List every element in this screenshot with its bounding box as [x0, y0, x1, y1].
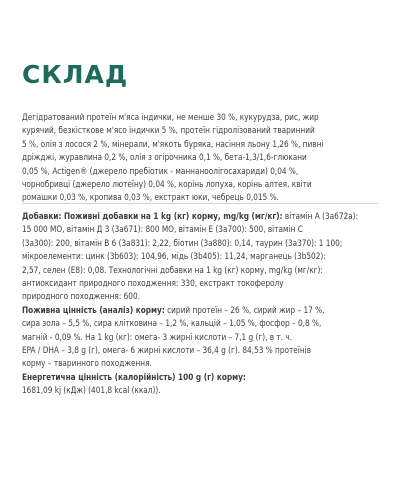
nutrition-details: [22, 211, 375, 399]
analysis-heading: Поживна цінність (аналіз) корму:: [22, 305, 165, 316]
additives-line: (3а300): 200, вітамін В 6 (3а831): 2,22, біотин (3а880): 0,14, таурин (3а370): 1 100;: [22, 238, 343, 249]
analysis-heading-rest: сирий протеїн – 26 %, сирий жир – 17 %,: [164, 305, 325, 316]
analysis-line: магній - 0,09 %. На 1 kg (кг): омега- 3 жирні кислоти – 7,1 g (г), в т. ч.: [22, 332, 293, 343]
ingredients-line: дріжджі, журавлина 0,2 %, олія з огірочника 0,1 %, бета-1,3/1,6-глюкани: [22, 153, 307, 164]
ingredients-line: ромашки 0,03 %, кропива 0,03 %, екстракт юки, чебрець 0,015 %.: [22, 193, 279, 204]
analysis-line: корму – тваринного походження.: [22, 359, 152, 370]
ingredients-line: Дегідратований протеїн м'яса індички, не менше 30 %, кукурудза, рис, жир: [22, 113, 319, 123]
additives-line: мікроелементи: цинк (3b603): 104,96, мідь (3b405): 11,24, марганець (3b502):: [22, 252, 326, 263]
analysis-heading-line: [22, 305, 375, 318]
ingredients-line: чорнобривці (джерело лютеїну) 0,04 %, корінь лопуха, корінь алтея, квіти: [22, 180, 312, 191]
additives-line: 2,57, селен (E8): 0,08. Технологічні добавки на 1 kg (кг) корму, mg/kg (мг/кг):: [22, 265, 323, 276]
section-divider: [22, 203, 378, 204]
ingredients-line: курячий, безкісткове м'ясо індички 5 %, протеїн гідролізований тваринний: [22, 126, 315, 137]
analysis-line: EPA / DHA – 3,8 g (г), омега- 6 жирні кислоти – 36,4 g (г). 84,53 % протеїнів: [22, 346, 312, 357]
ingredients-line: 0,05 %, Actigen® (джерело пребіотик - маннаноолігосахариди) 0,04 %,: [22, 166, 299, 177]
energy-heading: Енергетична цінність (калорійність) 100 g (г) корму:: [22, 372, 246, 383]
additives-line: антиоксидант природного походження: 330, екстракт токоферолу: [22, 279, 284, 290]
ingredients-text: [22, 112, 375, 206]
analysis-line: сира зола – 5,5 %, сира клітковина – 1,2 %, кальцій – 1,05 %, фосфор – 0,8 %,: [22, 319, 322, 330]
additives-line: природного походження: 600.: [22, 292, 140, 303]
energy-value: 1681,09 kj (кДж) (401,8 kcal (ккал)).: [22, 386, 161, 397]
section-title: СКЛАД: [22, 60, 129, 89]
additives-line: 15 000 МО, вітамін Д 3 (3а671): 800 МО, вітамін Е (3а700): 500, вітамін С: [22, 225, 303, 236]
additives-heading-rest: вітамін А (3а672а):: [282, 212, 359, 222]
ingredients-line: 5 %, олія з лосося 2 %, мінерали, м'якоть буряка, насіння льону 1,26 %, пивні: [22, 139, 324, 150]
additives-heading-line: [22, 211, 375, 224]
additives-heading: Добавки: Поживні добавки на 1 kg (кг) корму, mg/kg (мг/кг):: [22, 212, 283, 222]
